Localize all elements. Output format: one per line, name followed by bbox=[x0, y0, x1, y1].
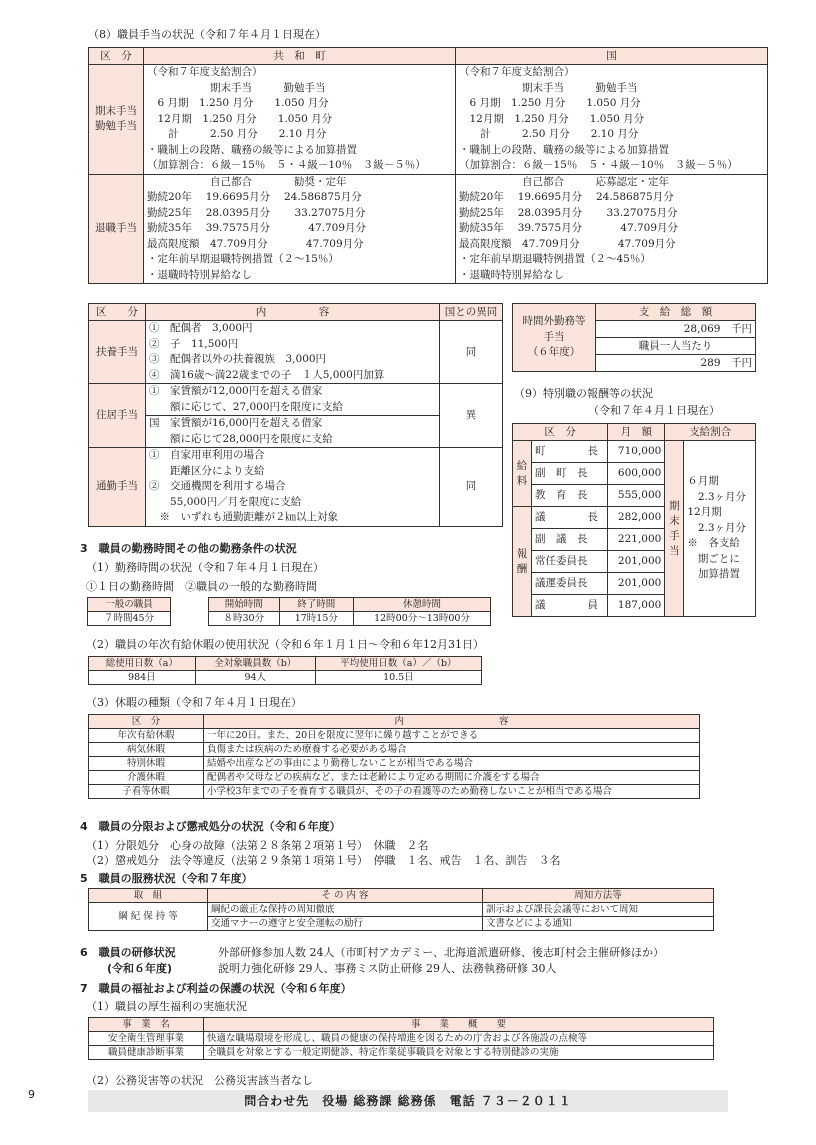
s6-line1: 外部研修参加人数 24人（市町村アカデミー、北海道派遣研修、後志町村会主催研修ほか） bbox=[218, 946, 664, 959]
table-row: 扶養手当 ① 配偶者 3,000円 ② 子 11,500円 ③ 配偶者以外の扶養親族 3,000円 ④ 満16歳～満22歳までの子 １人5,000円加算 同 bbox=[89, 321, 503, 384]
leave-use-table: 総使用日数（a） 全対象職員数（b） 平均使用日数（a）／（b） 984日 94人 10.5日 bbox=[88, 656, 482, 685]
table-row: 教 育 長 555,000 bbox=[513, 485, 756, 507]
s7-sub1: （1）職員の厚生福利の実施状況 bbox=[86, 1000, 247, 1013]
table-row: 安全衛生管理事業 快適な職場環境を形成し、職員の健康の保持増進を図るための庁舎および各施設の点検等 bbox=[89, 1032, 714, 1046]
s6-line2: 説明力強化研修 29人、事務ミス防止研修 29人、法務執務研修 30人 bbox=[218, 962, 557, 975]
col-nation: 国 bbox=[456, 48, 768, 65]
other-allowance-table bbox=[88, 303, 503, 527]
table-row: 病気休暇 負傷または疾病のため療養する必要がある場合 bbox=[89, 743, 700, 757]
s4-line2: （2）懲戒処分 法令等違反（法第２９条第１項第１号） 停職 １名、戒告 １名、訓告 ３名 bbox=[86, 854, 561, 867]
table-row: 報酬 議 長 282,000 bbox=[513, 507, 756, 529]
total-label: 支 給 総 額 bbox=[596, 304, 756, 321]
s8-title: （8）職員手当の状況（令和７年４月１日現在） bbox=[88, 28, 326, 41]
table-row: 住居手当 ① 家賃額が12,000円を超える借家 額に応じて、27,000円を限度に支給 異 bbox=[89, 384, 503, 416]
page-number: 9 bbox=[28, 1088, 35, 1101]
s9-date: （令和７年４月１日現在） bbox=[588, 404, 720, 417]
table-row: 国 家賃額が16,000円を超える借家 額に応じて28,000円を限度に支給 bbox=[89, 416, 503, 448]
table-row: 給料 町 長 710,000 期末手当 ６月期 2.3ヶ月分 12月期 2.3ヶ月分 ※ 各支給 期ごとに 加算措置 bbox=[513, 441, 756, 463]
s3-sub1b: ①１日の勤務時間 ②職員の一般的な勤務時間 bbox=[86, 580, 317, 593]
s6-title2: (令和６年度) bbox=[96, 962, 173, 975]
s5-title: 5 職員の服務状況（令和７年度） bbox=[80, 872, 253, 885]
col-kubun: 区 分 bbox=[89, 304, 146, 321]
work-hours-table: 開始時間 終了時間 休憩時間 ８時30分 17時15分 12時00分～13時00分 bbox=[208, 597, 491, 626]
overtime-label: 時間外勤務等 手当 （６年度） bbox=[513, 304, 596, 372]
s3-sub3: （3）休暇の種類（令和７年４月１日現在） bbox=[86, 696, 302, 709]
overtime-table bbox=[512, 303, 756, 372]
table-row: 通勤手当 ① 自家用車利用の場合 距離区分により支給 ② 交通機関を利用する場合 55,000円／月を限度に支給 ※ いずれも通勤距離が２㎞以上対象 同 bbox=[89, 448, 503, 527]
s3-sub1: （1）勤務時間の状況（令和７年４月１日現在） bbox=[86, 561, 324, 574]
s4-line1: （1）分限処分 心身の故障（法第２８条第２項第１号） 休職 ２名 bbox=[86, 839, 429, 852]
service-table: 取 組 そ の 内 容 周知方法等 綱 紀 保 持 等 綱紀の厳正な保持の周知徹底 訓示および課長会議等において周知 交通マナーの遵守と安全運転の励行 文書などによる通知 bbox=[88, 888, 714, 931]
s6-title: 6 職員の研修状況 bbox=[80, 946, 176, 959]
s7-sub2: （2）公務災害等の状況 公務災害該当者なし bbox=[86, 1074, 313, 1087]
table-row: 常任委員長 201,000 bbox=[513, 551, 756, 573]
table-row: 議 員 187,000 bbox=[513, 595, 756, 617]
s9-title: （9）特別職の報酬等の状況 bbox=[514, 387, 653, 400]
table-row: 介護休暇 配偶者や父母などの疾病など、または老齢により定める期間に介護をする場合 bbox=[89, 771, 700, 785]
table-row: 議運委員長 201,000 bbox=[513, 573, 756, 595]
welfare-table: 事 業 名 事 業 概 要 安全衛生管理事業 快適な職場環境を形成し、職員の健康の保持増進を図るための庁舎および各施設の点検等 職員健康診断事業 全職員を対象とする一般定期健診、特定作業従事職員を対象とする特別健診の実施 bbox=[88, 1017, 714, 1060]
table-row: 副 議 長 221,000 bbox=[513, 529, 756, 551]
bonus-town: （令和７年度支給割合） 期末手当 勤勉手当 6 月期 1.250 月分 1.050 月分 12月期 1.250 月分 1.050 月分 計 2.50 月分 2.10 月分 ・職制上の段階、職務の級等による加算措置 （加算割合：６級－15％ ５・４級－10％ ３級－５％） bbox=[144, 65, 456, 175]
table-row: 交通マナーの遵守と安全運転の励行 文書などによる通知 bbox=[89, 917, 714, 931]
col-naiyou: 内 容 bbox=[146, 304, 440, 321]
retire-town: 自己都合 勧奨・定年 勤続20年 19.6695月分 24.586875月分 勤続25年 28.0395月分 33.27075月分 勤続35年 39.7575月分 47.709月分 最高限度額 47.709月分 47.709月分 ・定年前早期退職特例措置（２～15％） ・退職時特別昇給なし bbox=[144, 174, 456, 284]
total-value: 28,069 千円 bbox=[596, 321, 756, 338]
s3-title: 3 職員の勤務時間その他の勤務条件の状況 bbox=[80, 542, 297, 555]
s7-title: 7 職員の福祉および利益の保護の状況（令和６年度） bbox=[80, 982, 352, 995]
s3-sub2: （2）職員の年次有給休暇の使用状況（令和６年１月１日～令和６年12月31日） bbox=[86, 638, 484, 651]
per-label: 職員一人当たり bbox=[596, 338, 756, 355]
table-row: 特別休暇 結婚や出産などの事由により勤務しないことが相当である場合 bbox=[89, 757, 700, 771]
contact-bar: 問合わせ先 役場 総務課 総務係 電話 ７３－２０１１ bbox=[88, 1090, 728, 1112]
table-row: 子看等休暇 小学校3年までの子を養育する職員が、その子の看護等のため勤務しないことが相当である場合 bbox=[89, 785, 700, 799]
leave-types-table: 区 分 内 容 年次有給休暇 一年に20日。また、20日を限度に翌年に繰り越すことができる 病気休暇 負傷または疾病のため療養する必要がある場合 特別休暇 結婚や出産などの事由により勤務しないことが相当である場合 介護休暇 配偶者や父母などの疾病など、または老齢により定める期間に介護をする場合 子看等休暇 小学校3年までの子を養育する職員が、その子の看護等のため勤務しないことが相当である場合 bbox=[88, 714, 700, 799]
allowance-table bbox=[88, 47, 768, 284]
bonus-label: 期末手当 勤勉手当 bbox=[89, 65, 144, 175]
table-row: 年次有給休暇 一年に20日。また、20日を限度に翌年に繰り越すことができる bbox=[89, 729, 700, 743]
per-value: 289 千円 bbox=[596, 355, 756, 372]
retire-nation: 自己都合 応募認定・定年 勤続20年 19.6695月分 24.586875月分 勤続25年 28.0395月分 33.27075月分 勤続35年 39.7575月分 47.709月分 最高限度額 47.709月分 47.709月分 ・定年前早期退職特例措置（２～45％） ・退職時特別昇給なし bbox=[456, 174, 768, 284]
table-row: 職員健康診断事業 全職員を対象とする一般定期健診、特定作業従事職員を対象とする特別健診の実施 bbox=[89, 1046, 714, 1060]
col-kubun: 区 分 bbox=[89, 48, 144, 65]
s4-title: 4 職員の分限および懲戒処分の状況（令和６年度） bbox=[80, 820, 341, 833]
daily-hours-table: 一般の職員 ７時間45分 bbox=[87, 597, 171, 626]
col-diff: 国との異同 bbox=[440, 304, 503, 321]
bonus-nation: （令和７年度支給割合） 期末手当 勤勉手当 6 月期 1.250 月分 1.050 月分 12月期 1.250 月分 1.050 月分 計 2.50 月分 2.10 月分 ・職制上の段階、職務の級等による加算措置 （加算割合：６級－15％ ５・４級－10％ ３級－５％） bbox=[456, 65, 768, 175]
col-town: 共 和 町 bbox=[144, 48, 456, 65]
table-row: 綱 紀 保 持 等 綱紀の厳正な保持の周知徹底 訓示および課長会議等において周知 bbox=[89, 903, 714, 917]
special-staff-table: 区 分 月 額 支給割合 給料 町 長 710,000 期末手当 ６月期 2.3ヶ月分 12月期 2.3ヶ月分 ※ 各支給 期ごとに 加算措置 副 町 長 600,000 教 育 長 555,000 報酬 議 長 282,000 副 議 長 221,000 常任委員長 201,000 議運委員長 201,000 議 員 187,000 bbox=[512, 423, 756, 617]
retire-label: 退職手当 bbox=[89, 174, 144, 284]
table-row: 副 町 長 600,000 bbox=[513, 463, 756, 485]
